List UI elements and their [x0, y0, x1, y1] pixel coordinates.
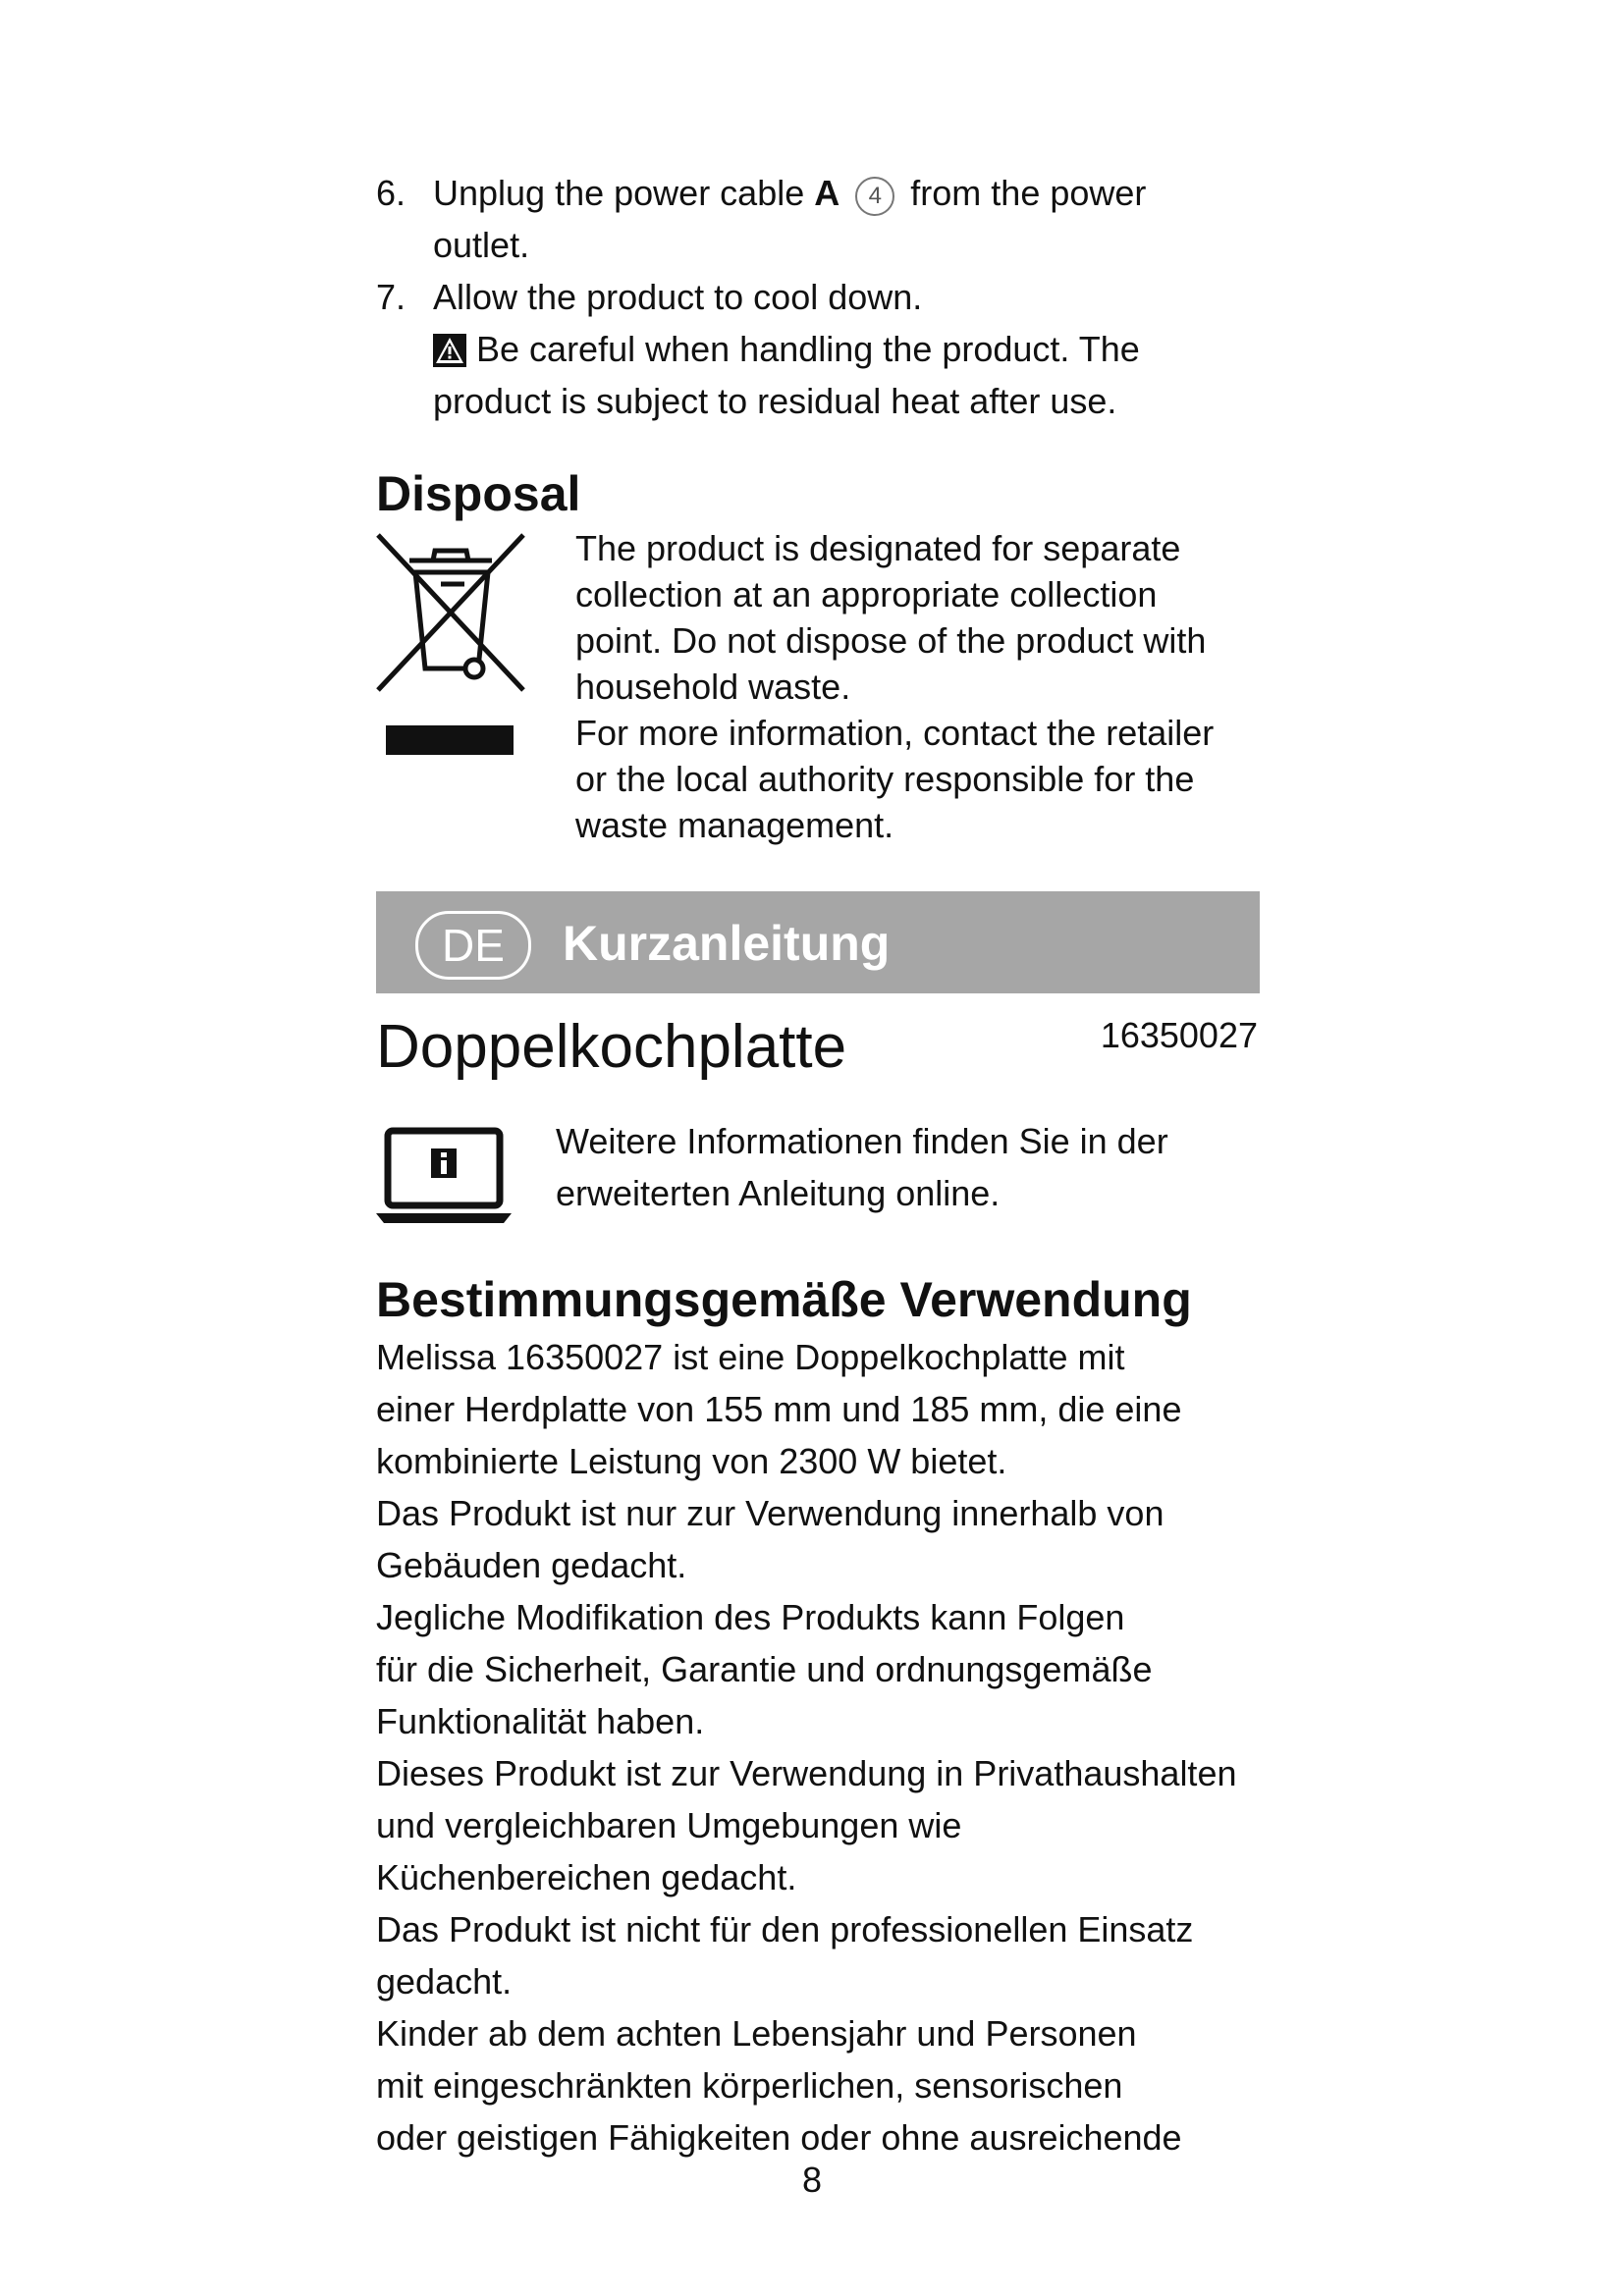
- step-6: [376, 167, 1260, 271]
- manual-page: [376, 167, 1260, 2163]
- step-text: Allow the product to cool down.: [433, 277, 923, 317]
- disposal-heading: Disposal: [376, 466, 581, 521]
- usage-paragraph: Das Produkt ist nur zur Verwendung innerhalb von Gebäuden gedacht.: [376, 1493, 1164, 1585]
- laptop-info-icon: [376, 1127, 512, 1227]
- warning-text-line2: product is subject to residual heat after use.: [433, 381, 1117, 421]
- info-text: Weitere Informationen finden Sie in der erweiterten Anleitung online.: [556, 1121, 1168, 1213]
- crossed-out-wheelie-bin-icon: [376, 533, 525, 755]
- disposal-section: [376, 525, 1260, 848]
- intended-use-text: [376, 1331, 1260, 2163]
- usage-paragraph: Das Produkt ist nicht für den professionellen Einsatz gedacht.: [376, 1909, 1194, 2002]
- usage-paragraph: Kinder ab dem achten Lebensjahr und Personen mit eingeschränkten körperlichen, sensorischen oder geistigen Fähigkeiten oder ohne ausreichende: [376, 2013, 1182, 2158]
- language-badge: DE: [415, 911, 531, 980]
- online-info-note: [376, 1115, 1260, 1233]
- warning-triangle-icon: [433, 334, 466, 367]
- intended-use-heading: Bestimmungsgemäße Verwendung: [376, 1272, 1192, 1327]
- usage-paragraph: Jegliche Modifikation des Produkts kann Folgen für die Sicherheit, Garantie und ordnungsgemäße Funktionalität haben.: [376, 1597, 1153, 1741]
- warning-note: [376, 323, 1260, 427]
- step-number: 7.: [376, 277, 406, 317]
- step-text: Unplug the power cable: [433, 173, 805, 213]
- article-number: 16350027: [1100, 1015, 1258, 1055]
- disposal-paragraph: For more information, contact the retailer or the local authority responsible for the waste management.: [575, 713, 1215, 845]
- step-text-line2: outlet.: [433, 225, 530, 265]
- step-7: [376, 271, 1260, 323]
- callout-number: 4: [855, 177, 894, 216]
- disposal-paragraph: The product is designated for separate collection at an appropriate collection point. Do not dispose of the product with household waste.: [575, 528, 1207, 707]
- section-title: Kurzanleitung: [563, 916, 891, 971]
- product-title-row: [376, 1001, 1260, 1094]
- language-section-bar: [376, 891, 1260, 993]
- usage-paragraph: Dieses Produkt ist zur Verwendung in Privathaushalten und vergleichbaren Umgebungen wie Küchenbereichen gedacht.: [376, 1753, 1237, 1897]
- step-number: 6.: [376, 173, 406, 213]
- page-number: 8: [801, 2160, 823, 2200]
- disposal-text: [575, 525, 1260, 848]
- usage-paragraph: Melissa 16350027 ist eine Doppelkochplatte mit einer Herdplatte von 155 mm und 185 mm, die eine kombinierte Leistung von 2300 W bietet.: [376, 1337, 1182, 1481]
- cable-label: A: [814, 173, 840, 213]
- warning-text-line1: Be careful when handling the product. The: [476, 329, 1140, 369]
- step-text-cont: from the power: [910, 173, 1147, 213]
- product-title: Doppelkochplatte: [376, 1013, 847, 1081]
